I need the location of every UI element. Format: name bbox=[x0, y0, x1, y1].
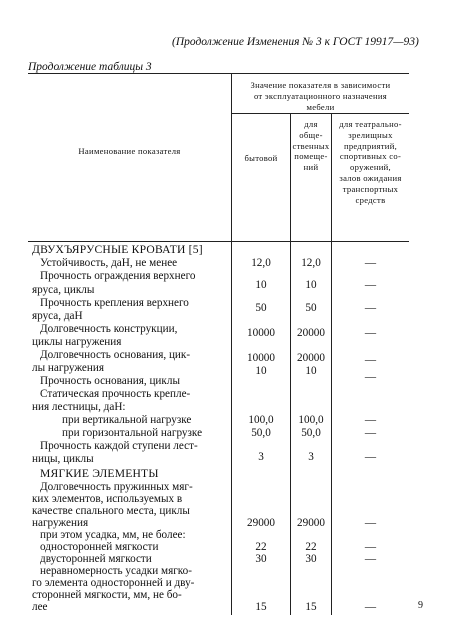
group-header-line: от эксплуатационного назначения bbox=[253, 90, 388, 101]
row-label: Устойчивость, даН, не менее bbox=[40, 257, 178, 269]
col-theatre-header bbox=[332, 119, 409, 205]
row-value-household: 100,0 bbox=[248, 414, 274, 426]
row-label: яруса, циклы bbox=[32, 284, 95, 296]
col-theatre-line: залов ожидания bbox=[339, 172, 402, 183]
page-number: 9 bbox=[418, 600, 423, 611]
row-value-household: 50 bbox=[255, 302, 267, 314]
row-label: лее bbox=[32, 601, 48, 613]
row-label: яруса, даН bbox=[32, 310, 83, 322]
row-label: Прочность крепления верхнего bbox=[40, 297, 189, 309]
name-column-header: Наименование показателя bbox=[78, 146, 181, 156]
row-label: го элемента односторонней и дву- bbox=[32, 577, 195, 589]
row-value-household: 29000 bbox=[247, 517, 275, 529]
row-value-theatre: — bbox=[364, 451, 377, 463]
page-header: (Продолжение Изменения № 3 к ГОСТ 19917—93) bbox=[172, 36, 419, 48]
row-label: односторонней мягкости bbox=[40, 541, 159, 553]
row-value-household: 10 bbox=[255, 365, 267, 377]
row-label: Долговечность основания, цик- bbox=[40, 349, 191, 361]
table-head-bottom-border bbox=[28, 241, 409, 242]
row-value-theatre: — bbox=[364, 327, 377, 339]
col-theatre-line: предприятий, bbox=[343, 140, 398, 151]
col-public-header bbox=[291, 119, 331, 173]
row-value-theatre: — bbox=[364, 414, 377, 426]
col-theatre-line: транспортных bbox=[342, 183, 399, 194]
row-label: ких элементов, используемых в bbox=[32, 493, 183, 505]
row-value-household: 10000 bbox=[247, 352, 275, 364]
row-value-public: 10 bbox=[305, 365, 317, 377]
col-theatre-line: спортивных со- bbox=[339, 151, 402, 162]
row-label: сторонней мягкости, мм, не бо- bbox=[32, 589, 182, 601]
col-public-line: ний bbox=[303, 162, 319, 173]
row-value-public: 50 bbox=[305, 302, 317, 314]
row-label: двусторонней мягкости bbox=[40, 553, 152, 565]
row-label: Долговечность конструкции, bbox=[40, 323, 178, 335]
row-value-public: 20000 bbox=[297, 327, 325, 339]
row-label: ния лестницы, даН: bbox=[32, 401, 126, 413]
row-label: неравномерность усадки мягко- bbox=[40, 565, 192, 577]
row-label: Статическая прочность крепле- bbox=[40, 388, 191, 400]
row-label: при горизонтальной нагрузке bbox=[62, 427, 203, 439]
row-value-theatre: — bbox=[364, 541, 377, 553]
row-value-household: 12,0 bbox=[251, 257, 271, 269]
col-theatre-line: для театрально- bbox=[339, 119, 402, 129]
col-public-line: для bbox=[304, 119, 318, 129]
row-value-household: 22 bbox=[255, 541, 267, 553]
row-label: лы нагружения bbox=[32, 362, 104, 374]
row-value-public: 30 bbox=[305, 553, 317, 565]
row-value-theatre: — bbox=[364, 427, 377, 439]
row-value-public: 10 bbox=[305, 279, 317, 291]
row-value-household: 10 bbox=[255, 279, 267, 291]
col-public-line: обще- bbox=[299, 129, 323, 140]
col-household-header: бытовой bbox=[244, 153, 278, 163]
row-value-public: 3 bbox=[308, 451, 314, 463]
col-public-line: помеще- bbox=[294, 151, 328, 162]
table-top-border bbox=[28, 73, 409, 74]
row-value-theatre: — bbox=[364, 302, 377, 314]
row-value-household: 50,0 bbox=[251, 427, 271, 439]
group-header-line: мебели bbox=[306, 101, 335, 112]
row-label: при этом усадка, мм, не более: bbox=[40, 529, 186, 541]
row-value-public: 50,0 bbox=[301, 427, 321, 439]
row-value-public: 22 bbox=[305, 541, 317, 553]
row-value-theatre: — bbox=[364, 371, 377, 383]
row-value-household: 3 bbox=[258, 451, 264, 463]
row-label: ницы, циклы bbox=[32, 453, 94, 465]
row-label: при вертикальной нагрузке bbox=[62, 414, 192, 426]
row-value-public: 100,0 bbox=[298, 414, 324, 426]
row-value-theatre: — bbox=[364, 517, 377, 529]
row-value-household: 15 bbox=[255, 601, 267, 613]
row-value-public: 20000 bbox=[297, 352, 325, 364]
table-caption: Продолжение таблицы 3 bbox=[28, 61, 152, 73]
group-header-divider bbox=[231, 113, 409, 114]
row-value-theatre: — bbox=[364, 257, 377, 269]
row-label: нагружения bbox=[32, 517, 89, 529]
section-title-soft-elements: МЯГКИЕ ЭЛЕМЕНТЫ bbox=[40, 467, 159, 480]
row-value-public: 12,0 bbox=[301, 257, 321, 269]
row-value-public: 15 bbox=[305, 601, 317, 613]
row-value-theatre: — bbox=[364, 279, 377, 291]
section-title-bunk-beds: ДВУХЪЯРУСНЫЕ КРОВАТИ [5] bbox=[32, 243, 203, 256]
col-theatre-line: зрелищных bbox=[348, 129, 393, 140]
col-public-line: ственных bbox=[292, 140, 330, 151]
row-value-theatre: — bbox=[364, 354, 377, 366]
row-label: Прочность ограждения верхнего bbox=[40, 270, 196, 282]
row-label: Долговечность пружинных мяг- bbox=[40, 481, 193, 493]
row-value-household: 30 bbox=[255, 553, 267, 565]
row-label: циклы нагружения bbox=[32, 336, 122, 348]
column-divider-2 bbox=[290, 113, 291, 615]
col-theatre-line: оружений, bbox=[350, 162, 391, 173]
col-theatre-line: средств bbox=[355, 194, 386, 205]
row-value-theatre: — bbox=[364, 601, 377, 613]
row-value-public: 29000 bbox=[297, 517, 325, 529]
row-label: Прочность каждой ступени лест- bbox=[40, 440, 198, 452]
row-value-household: 10000 bbox=[247, 327, 275, 339]
row-label: качестве спального места, циклы bbox=[32, 505, 190, 517]
row-value-theatre: — bbox=[364, 553, 377, 565]
row-label: Прочность основания, циклы bbox=[40, 375, 180, 387]
group-header bbox=[232, 80, 409, 112]
group-header-line: Значение показателя в зависимости bbox=[250, 80, 391, 90]
